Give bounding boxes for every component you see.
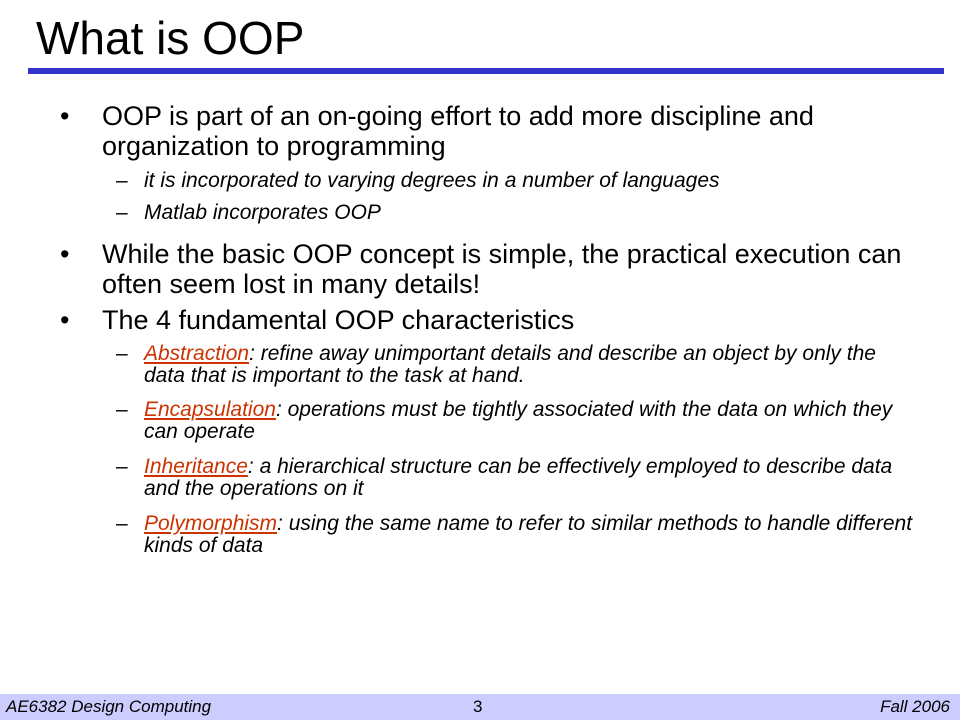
sub-bullet-text: Matlab incorporates OOP (144, 201, 381, 224)
sub-bullet-item (116, 343, 916, 387)
term-link-polymorphism: Polymorphism (144, 512, 278, 535)
dash-marker: – (116, 398, 128, 421)
term-link-encapsulation: Encapsulation (144, 398, 276, 421)
dash-marker: – (116, 201, 128, 224)
term-link-abstraction: Abstraction (144, 342, 250, 365)
dash-marker: – (116, 512, 128, 535)
bullet-marker: • (60, 305, 70, 335)
footer-term: Fall 2006 (880, 697, 950, 716)
dash-marker: – (116, 169, 128, 192)
dash-marker: – (116, 455, 128, 478)
footer-page-number: 3 (473, 697, 483, 716)
title-divider (28, 68, 944, 74)
footer-course: AE6382 Design Computing (6, 697, 212, 716)
bullet-text: OOP is part of an on-going effort to add more discipline and organization to programming (102, 101, 814, 161)
slide-footer (0, 694, 960, 720)
sub-bullet-text: it is incorporated to varying degrees in a number of languages (144, 169, 720, 192)
slide-title: What is OOP (36, 12, 305, 64)
sub-bullet-item (116, 513, 916, 557)
bullet-item (60, 101, 910, 161)
bullet-marker: • (60, 101, 70, 131)
term-definition: : refine away unimportant details and describe an object by only the data that is important to the task at hand. (144, 342, 876, 387)
bullet-text: While the basic OOP concept is simple, the practical execution can often seem lost in many details! (102, 239, 902, 299)
dash-marker: – (116, 342, 128, 365)
bullet-text: The 4 fundamental OOP characteristics (102, 305, 575, 335)
term-definition: : using the same name to refer to similar methods to handle different kinds of data (144, 512, 913, 557)
bullet-item (60, 305, 910, 335)
sub-bullet-item (116, 202, 916, 224)
bullet-marker: • (60, 239, 70, 269)
term-link-inheritance: Inheritance (144, 455, 248, 478)
term-definition: : operations must be tightly associated with the data on which they can operate (144, 398, 893, 443)
term-definition: : a hierarchical structure can be effectively employed to describe data and the operations on it (144, 455, 893, 500)
bullet-item (60, 239, 910, 299)
sub-bullet-item (116, 456, 916, 500)
sub-bullet-item (116, 399, 916, 443)
sub-bullet-item (116, 170, 916, 192)
